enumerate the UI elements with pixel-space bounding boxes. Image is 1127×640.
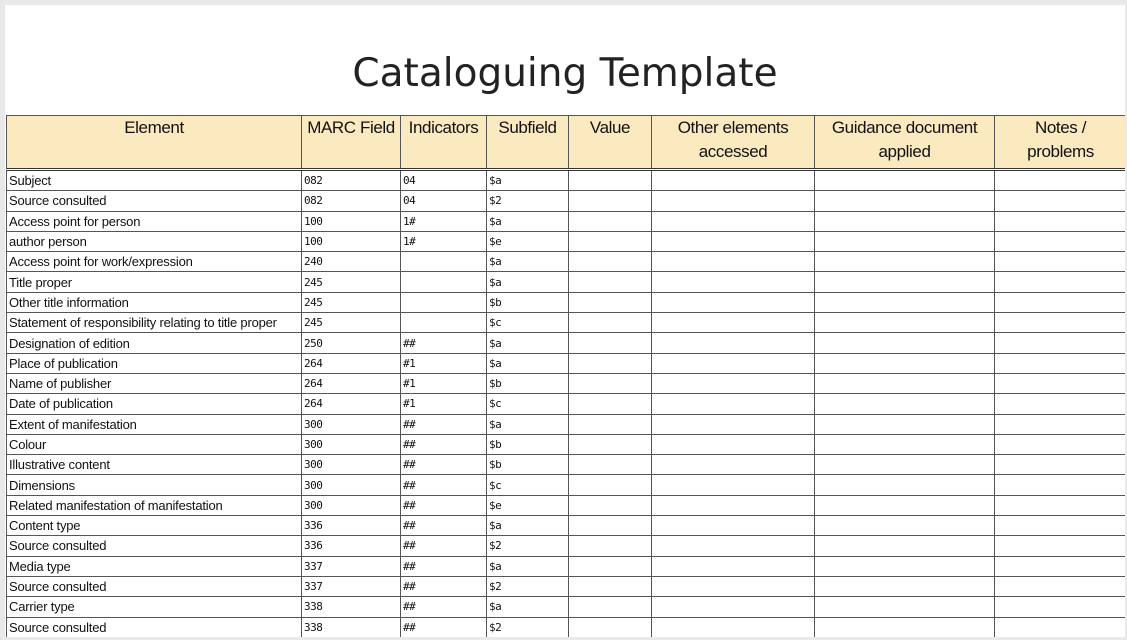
cell-indicators: ##	[401, 516, 487, 536]
cell-value[interactable]	[569, 191, 652, 211]
table-row	[7, 495, 1126, 515]
cell-marc-field: 100	[302, 231, 401, 251]
table-row	[7, 475, 1126, 495]
cell-notes[interactable]	[995, 231, 1126, 251]
cell-notes[interactable]	[995, 536, 1126, 556]
cell-value[interactable]	[569, 495, 652, 515]
cell-value[interactable]	[569, 536, 652, 556]
table-row	[7, 191, 1126, 211]
column-header-line: MARC Field	[307, 118, 395, 137]
table-row	[7, 272, 1126, 292]
cell-element: Other title information	[7, 292, 302, 312]
cell-notes[interactable]	[995, 617, 1126, 637]
cell-subfield: $a	[487, 414, 569, 434]
cell-subfield: $b	[487, 373, 569, 393]
cell-guidance[interactable]	[815, 211, 995, 231]
cell-indicators	[401, 292, 487, 312]
cell-marc-field: 338	[302, 597, 401, 617]
cell-marc-field: 336	[302, 536, 401, 556]
cell-notes[interactable]	[995, 170, 1126, 191]
cell-subfield: $c	[487, 313, 569, 333]
cell-other-elements[interactable]	[652, 333, 815, 353]
column-header-line: Indicators	[408, 118, 479, 137]
cell-guidance[interactable]	[815, 414, 995, 434]
cell-marc-field: 338	[302, 617, 401, 637]
cell-guidance[interactable]	[815, 292, 995, 312]
cell-other-elements[interactable]	[652, 211, 815, 231]
cell-value[interactable]	[569, 597, 652, 617]
cell-indicators: ##	[401, 556, 487, 576]
table-row	[7, 434, 1126, 454]
cell-indicators: ##	[401, 434, 487, 454]
cell-subfield: $a	[487, 252, 569, 272]
cell-subfield: $c	[487, 394, 569, 414]
cell-subfield: $a	[487, 516, 569, 536]
cell-subfield: $a	[487, 333, 569, 353]
cell-marc-field: 337	[302, 556, 401, 576]
cell-subfield: $a	[487, 353, 569, 373]
cell-other-elements[interactable]	[652, 414, 815, 434]
table-row	[7, 353, 1126, 373]
table-row	[7, 252, 1126, 272]
column-header-line: accessed	[698, 142, 768, 161]
cell-value[interactable]	[569, 313, 652, 333]
table-row	[7, 576, 1126, 596]
column-header-notes-problems	[995, 116, 1126, 170]
cell-notes[interactable]	[995, 394, 1126, 414]
cell-guidance[interactable]	[815, 252, 995, 272]
cell-other-elements[interactable]	[652, 475, 815, 495]
cell-marc-field: 300	[302, 414, 401, 434]
cell-indicators: ##	[401, 617, 487, 637]
cell-element: Title proper	[7, 272, 302, 292]
cell-other-elements[interactable]	[652, 191, 815, 211]
cell-guidance[interactable]	[815, 313, 995, 333]
cell-indicators	[401, 313, 487, 333]
cell-value[interactable]	[569, 475, 652, 495]
cell-subfield: $b	[487, 292, 569, 312]
cell-notes[interactable]	[995, 191, 1126, 211]
cell-guidance[interactable]	[815, 536, 995, 556]
cell-marc-field: 245	[302, 272, 401, 292]
cell-guidance[interactable]	[815, 617, 995, 637]
cell-indicators: 1#	[401, 231, 487, 251]
cell-notes[interactable]	[995, 313, 1126, 333]
cell-indicators: ##	[401, 414, 487, 434]
cell-subfield: $a	[487, 556, 569, 576]
cell-marc-field: 245	[302, 292, 401, 312]
cell-subfield: $c	[487, 475, 569, 495]
column-header-line: applied	[878, 142, 931, 161]
cell-subfield: $a	[487, 597, 569, 617]
cell-notes[interactable]	[995, 353, 1126, 373]
cell-element: Access point for work/expression	[7, 252, 302, 272]
cell-subfield: $2	[487, 617, 569, 637]
cell-other-elements[interactable]	[652, 313, 815, 333]
cell-value[interactable]	[569, 434, 652, 454]
cell-value[interactable]	[569, 576, 652, 596]
cell-other-elements[interactable]	[652, 556, 815, 576]
cell-subfield: $2	[487, 191, 569, 211]
cell-indicators	[401, 252, 487, 272]
cell-element: Source consulted	[7, 191, 302, 211]
cell-marc-field: 300	[302, 434, 401, 454]
cell-guidance[interactable]	[815, 373, 995, 393]
page-title: Cataloguing Template	[352, 51, 778, 96]
cell-notes[interactable]	[995, 495, 1126, 515]
cell-notes[interactable]	[995, 333, 1126, 353]
cell-guidance[interactable]	[815, 170, 995, 191]
cell-notes[interactable]	[995, 373, 1126, 393]
cell-value[interactable]	[569, 516, 652, 536]
cell-guidance[interactable]	[815, 434, 995, 454]
cell-element: Place of publication	[7, 353, 302, 373]
cell-other-elements[interactable]	[652, 495, 815, 515]
cell-indicators: ##	[401, 597, 487, 617]
cell-element: Source consulted	[7, 576, 302, 596]
cell-value[interactable]	[569, 272, 652, 292]
cell-other-elements[interactable]	[652, 272, 815, 292]
cell-value[interactable]	[569, 252, 652, 272]
cell-other-elements[interactable]	[652, 353, 815, 373]
cell-guidance[interactable]	[815, 597, 995, 617]
cell-other-elements[interactable]	[652, 231, 815, 251]
cell-other-elements[interactable]	[652, 434, 815, 454]
cell-marc-field: 240	[302, 252, 401, 272]
column-header-line: Subfield	[498, 118, 557, 137]
cell-guidance[interactable]	[815, 191, 995, 211]
cell-marc-field: 082	[302, 191, 401, 211]
cell-subfield: $e	[487, 231, 569, 251]
cell-element: Colour	[7, 434, 302, 454]
cell-other-elements[interactable]	[652, 252, 815, 272]
cell-element: author person	[7, 231, 302, 251]
cell-element: Access point for person	[7, 211, 302, 231]
cell-value[interactable]	[569, 617, 652, 637]
column-header-marc-field	[302, 116, 401, 170]
cell-other-elements[interactable]	[652, 394, 815, 414]
cell-other-elements[interactable]	[652, 536, 815, 556]
column-header-value	[569, 116, 652, 170]
table-body	[7, 170, 1126, 638]
column-header-element	[7, 116, 302, 170]
cell-subfield: $b	[487, 455, 569, 475]
cell-element: Media type	[7, 556, 302, 576]
table-row	[7, 394, 1126, 414]
cell-value[interactable]	[569, 414, 652, 434]
cell-subfield: $a	[487, 272, 569, 292]
cell-value[interactable]	[569, 211, 652, 231]
cell-value[interactable]	[569, 292, 652, 312]
cell-indicators: ##	[401, 495, 487, 515]
cell-value[interactable]	[569, 353, 652, 373]
cell-element: Source consulted	[7, 617, 302, 637]
table-row	[7, 556, 1126, 576]
cell-element: Dimensions	[7, 475, 302, 495]
cell-guidance[interactable]	[815, 455, 995, 475]
header-row	[7, 116, 1126, 170]
table-row	[7, 536, 1126, 556]
cell-notes[interactable]	[995, 292, 1126, 312]
cell-marc-field: 300	[302, 475, 401, 495]
cell-subfield: $2	[487, 536, 569, 556]
cell-element: Extent of manifestation	[7, 414, 302, 434]
cell-element: Carrier type	[7, 597, 302, 617]
cell-guidance[interactable]	[815, 353, 995, 373]
table-row	[7, 211, 1126, 231]
cell-other-elements[interactable]	[652, 597, 815, 617]
cell-notes[interactable]	[995, 272, 1126, 292]
table-row	[7, 313, 1126, 333]
cell-element: Statement of responsibility relating to title proper	[7, 313, 302, 333]
cell-other-elements[interactable]	[652, 292, 815, 312]
table-row	[7, 597, 1126, 617]
cell-other-elements[interactable]	[652, 516, 815, 536]
column-header-indicators	[401, 116, 487, 170]
table-row	[7, 414, 1126, 434]
cell-value[interactable]	[569, 333, 652, 353]
cell-value[interactable]	[569, 231, 652, 251]
cell-marc-field: 337	[302, 576, 401, 596]
cell-guidance[interactable]	[815, 576, 995, 596]
cell-subfield: $a	[487, 170, 569, 191]
table-row	[7, 455, 1126, 475]
cell-marc-field: 264	[302, 373, 401, 393]
cell-indicators: #1	[401, 353, 487, 373]
cell-value[interactable]	[569, 556, 652, 576]
cell-element: Related manifestation of manifestation	[7, 495, 302, 515]
table-row	[7, 516, 1126, 536]
table-row	[7, 231, 1126, 251]
column-header-other-elements-accessed	[652, 116, 815, 170]
cell-marc-field: 250	[302, 333, 401, 353]
cell-indicators: ##	[401, 576, 487, 596]
column-header-line: Value	[589, 118, 631, 137]
cell-indicators: 1#	[401, 211, 487, 231]
table-row	[7, 292, 1126, 312]
cell-subfield: $a	[487, 211, 569, 231]
table-row	[7, 617, 1126, 637]
cell-notes[interactable]	[995, 211, 1126, 231]
cell-element: Illustrative content	[7, 455, 302, 475]
cell-notes[interactable]	[995, 597, 1126, 617]
cell-indicators: ##	[401, 475, 487, 495]
cell-notes[interactable]	[995, 414, 1126, 434]
cell-value[interactable]	[569, 373, 652, 393]
table-header	[7, 116, 1126, 170]
cell-guidance[interactable]	[815, 231, 995, 251]
cell-notes[interactable]	[995, 455, 1126, 475]
cell-notes[interactable]	[995, 252, 1126, 272]
cell-notes[interactable]	[995, 556, 1126, 576]
column-header-line: problems	[1027, 142, 1094, 161]
cell-guidance[interactable]	[815, 516, 995, 536]
cell-marc-field: 300	[302, 455, 401, 475]
table-row	[7, 373, 1126, 393]
cell-marc-field: 264	[302, 394, 401, 414]
cell-marc-field: 082	[302, 170, 401, 191]
cell-subfield: $e	[487, 495, 569, 515]
column-header-line: Notes /	[1034, 118, 1087, 137]
cell-guidance[interactable]	[815, 495, 995, 515]
cell-marc-field: 300	[302, 495, 401, 515]
cataloguing-table	[6, 115, 1125, 637]
cell-guidance[interactable]	[815, 272, 995, 292]
cell-indicators	[401, 272, 487, 292]
cell-marc-field: 245	[302, 313, 401, 333]
cell-value[interactable]	[569, 170, 652, 191]
cell-indicators: #1	[401, 373, 487, 393]
cell-other-elements[interactable]	[652, 617, 815, 637]
cell-other-elements[interactable]	[652, 455, 815, 475]
cell-notes[interactable]	[995, 475, 1126, 495]
cell-guidance[interactable]	[815, 394, 995, 414]
cell-element: Subject	[7, 170, 302, 191]
cell-indicators: ##	[401, 536, 487, 556]
cell-guidance[interactable]	[815, 333, 995, 353]
cell-indicators: ##	[401, 333, 487, 353]
cell-element: Designation of edition	[7, 333, 302, 353]
cell-indicators: #1	[401, 394, 487, 414]
cell-subfield: $2	[487, 576, 569, 596]
cell-notes[interactable]	[995, 516, 1126, 536]
cell-other-elements[interactable]	[652, 576, 815, 596]
cell-indicators: 04	[401, 191, 487, 211]
cell-value[interactable]	[569, 455, 652, 475]
cell-element: Name of publisher	[7, 373, 302, 393]
cell-subfield: $b	[487, 434, 569, 454]
cell-indicators: 04	[401, 170, 487, 191]
cell-indicators: ##	[401, 455, 487, 475]
cell-marc-field: 336	[302, 516, 401, 536]
cell-notes[interactable]	[995, 434, 1126, 454]
column-header-line: Other elements	[677, 118, 789, 137]
column-header-subfield	[487, 116, 569, 170]
cell-element: Source consulted	[7, 536, 302, 556]
cell-marc-field: 264	[302, 353, 401, 373]
table-row	[7, 333, 1126, 353]
cell-marc-field: 100	[302, 211, 401, 231]
column-header-line: Element	[124, 118, 184, 137]
column-header-guidance-document-applied	[815, 116, 995, 170]
slide	[5, 5, 1125, 637]
cell-guidance[interactable]	[815, 475, 995, 495]
column-header-line: Guidance document	[831, 118, 978, 137]
cell-notes[interactable]	[995, 576, 1126, 596]
cell-value[interactable]	[569, 394, 652, 414]
table-row	[7, 170, 1126, 191]
cell-other-elements[interactable]	[652, 373, 815, 393]
cell-other-elements[interactable]	[652, 170, 815, 191]
cell-element: Date of publication	[7, 394, 302, 414]
cell-guidance[interactable]	[815, 556, 995, 576]
cell-element: Content type	[7, 516, 302, 536]
